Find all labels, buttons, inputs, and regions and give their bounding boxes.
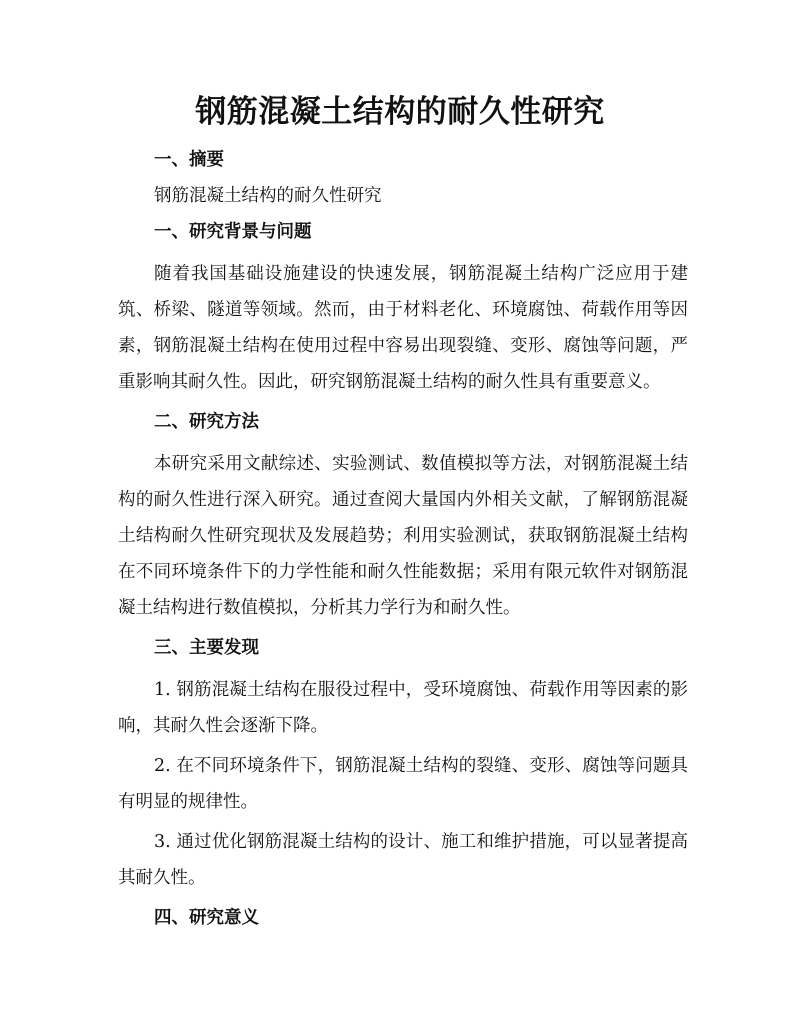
paragraph: 本研究采用文献综述、实验测试、数值模拟等方法，对钢筋混凝土结构的耐久性进行深入研究。通过查阅大量国内外相关文献，了解钢筋混凝土结构耐久性研究现状及发展趋势；利用实验测试，获取钢筋混凝土结构在不同环境条件下的力学性能和耐久性能数据；采用有限元软件对钢筋混凝土结构进行数值模拟，分析其力学行为和耐久性。 — [118, 454, 688, 618]
section-background — [118, 220, 688, 400]
document-title: 钢筋混凝土结构的耐久性研究 — [195, 94, 605, 130]
document-body — [118, 148, 688, 942]
section-abstract — [118, 148, 688, 220]
section-findings — [118, 636, 688, 896]
finding-item: 1. 钢筋混凝土结构在服役过程中，受环境腐蚀、荷载作用等因素的影响，其耐久性会逐渐下降。 — [118, 680, 688, 736]
paragraph: 随着我国基础设施建设的快速发展，钢筋混凝土结构广泛应用于建筑、桥梁、隧道等领域。然而，由于材料老化、环境腐蚀、荷载作用等因素，钢筋混凝土结构在使用过程中容易出现裂缝、变形、腐蚀等问题，严重影响其耐久性。因此，研究钢筋混凝土结构的耐久性具有重要意义。 — [118, 264, 688, 392]
section-significance — [118, 906, 688, 942]
section-methods — [118, 410, 688, 626]
finding-item: 3. 通过优化钢筋混凝土结构的设计、施工和维护措施，可以显著提高其耐久性。 — [118, 832, 688, 888]
section-heading: 三、主要发现 — [154, 638, 259, 658]
section-heading: 一、研究背景与问题 — [154, 222, 312, 242]
section-heading: 一、摘要 — [154, 150, 224, 170]
section-heading: 四、研究意义 — [154, 908, 259, 928]
section-heading: 二、研究方法 — [154, 412, 259, 432]
paragraph: 钢筋混凝土结构的耐久性研究 — [154, 186, 382, 206]
finding-item: 2. 在不同环境条件下，钢筋混凝土结构的裂缝、变形、腐蚀等问题具有明显的规律性。 — [118, 756, 688, 812]
